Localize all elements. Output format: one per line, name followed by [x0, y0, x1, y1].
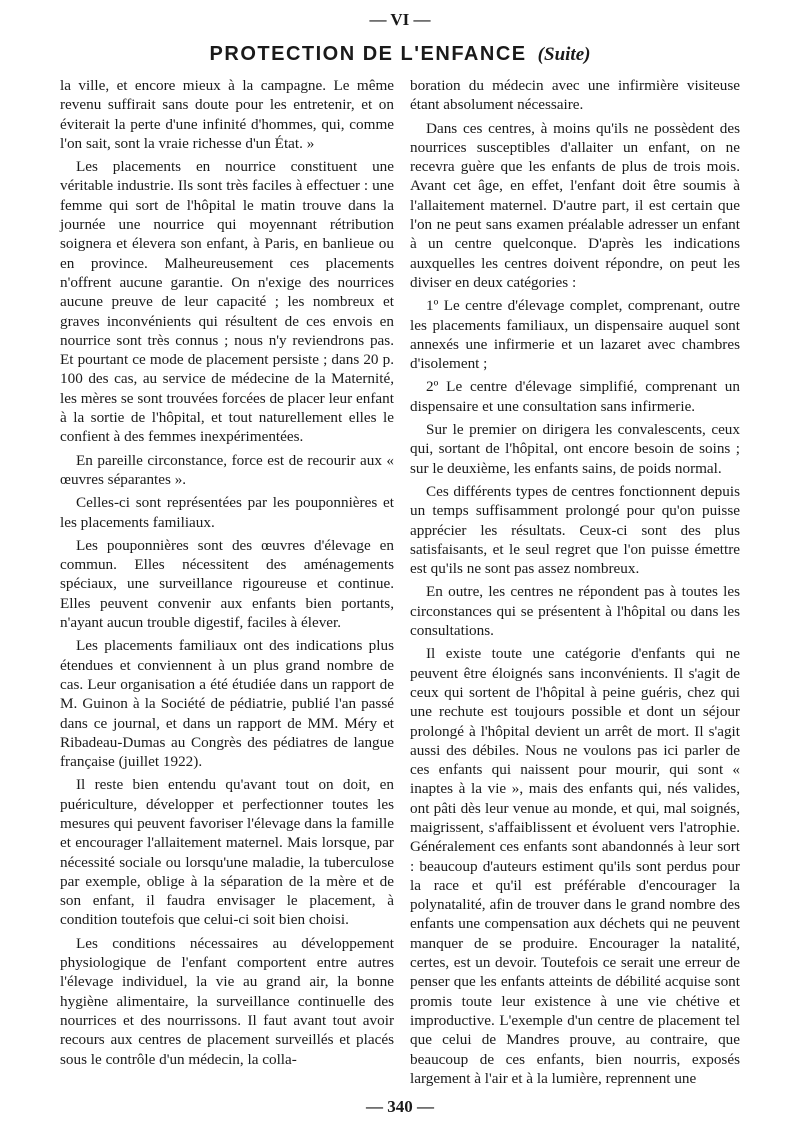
left-column: [60, 76, 394, 1073]
title-suite: (Suite): [537, 44, 591, 65]
paragraph: Sur le premier on dirigera les convalescents, ceux qui, sortant de l'hôpital, ont encore besoin de soins ; sur le deuxième, les enfants sains, de poids normal.: [410, 421, 740, 477]
page-title: [0, 43, 800, 66]
paragraph: 2º Le centre d'élevage simplifié, comprenant un dispensaire et une consultation sans infirmerie.: [410, 378, 740, 415]
paragraph: Celles-ci sont représentées par les pouponnières et les placements familiaux.: [60, 494, 394, 531]
paragraph: 1º Le centre d'élevage complet, comprenant, outre les placements familiaux, un dispensaire auquel sont annexés une infirmerie et un lazaret avec chambres d'isolement ;: [410, 297, 740, 373]
paragraph: Les placements en nourrice constituent une véritable industrie. Ils sont très faciles à effectuer : une femme qui sort de l'hôpital le matin trouve dans la journée une nourrice qui moyennant rétribution soignera et élevera son enfant, à Paris, en banlieue ou en province. Malheureusement ces placements n'offrent aucune garantie. On n'exige des nourrices aucune preuve de leur capacité ; les nombreux et graves inconvénients qui résultent de ces envois en nourrice sont très connus ; nous n'y reviendrons pas. Et pourtant ce mode de placement persiste ; dans 20 p. 100 des cas, au service de médecine de la Maternité, les mères se sont trouvées forcées de placer leur enfant à la sortie de l'hôpital, et tout naturellement elles le confient à des femmes inexpérimentées.: [60, 158, 394, 446]
paragraph: En pareille circonstance, force est de recourir aux « œuvres séparantes ».: [60, 451, 394, 488]
paragraph: Il existe toute une catégorie d'enfants qui ne peuvent être éloignés sans inconvénients. Il s'agit de ceux qui sortent de l'hôpital à peine guéris, chez qui une rechute est toujours possible et dont un séjour prolongé à l'hôpital devient un arrêt de mort. Il s'agit aussi des débiles. Nous ne voulons pas ici parler de ces enfants qui naissent pour mourir, qui sont « inaptes à la vie », mais des enfants qui, nés valides, ont pâti dès leur venue au monde, et qui, mal soignés, maigrissent, s'affaiblissent et évoluent vers l'atrophie. Généralement ces enfants sont abandonnés à leur sort : beaucoup d'auteurs estiment qu'ils sont perdus pour la race et qu'il est préférable d'encourager la polynatalité, afin de trouver dans le grand nombre des enfants une compensation aux déchets qui ne peuvent manquer de se produire. Encourager la natalité, certes, est un devoir. Toutefois ce serait une erreur de penser que les enfants atteints de débilité acquise sont promis toute leur existence à une vie chétive et improductive. L'exemple d'un centre de placement tel que celui de Mandres prouve, au contraire, que beaucoup de ces enfants, bien nourris, exposés largement à l'air et à la lumière, reprennent une: [410, 645, 740, 1087]
paragraph: Il reste bien entendu qu'avant tout on doit, en puériculture, développer et perfectionner toutes les mesures qui peuvent favoriser l'élevage dans la famille et encourager l'allaitement maternel. Mais lorsque, par nécessité sociale ou lorsqu'une maladie, la tuberculose par exemple, oblige à la séparation de la mère et de son enfant, il faudra envisager le placement, à condition toutefois que celui-ci soit bien choisi.: [60, 776, 394, 929]
paragraph: En outre, les centres ne répondent pas à toutes les circonstances qui se présentent à l'hôpital ou dans les consultations.: [410, 583, 740, 640]
paragraph: la ville, et encore mieux à la campagne. Le même revenu suffirait sans doute pour les entretenir, et on éviterait la perte d'une infinité d'hommes, qui, comme l'on sait, sont la vraie richesse d'un État. »: [60, 77, 394, 152]
paragraph: Les conditions nécessaires au développement physiologique de l'enfant comportent entre autres l'élevage individuel, la vie au grand air, la bonne hygiène alimentaire, la surveillance continuelle des nourrices et des nourrissons. Il faut avant tout avoir recours aux centres de placement surveillés et placés sous le contrôle d'un médecin, la colla-: [60, 934, 394, 1068]
paragraph: boration du médecin avec une infirmière visiteuse étant absolument nécessaire.: [410, 77, 740, 114]
roman-folio: — VI —: [369, 10, 431, 29]
right-column: [410, 76, 740, 1092]
paragraph: Ces différents types de centres fonctionnent depuis un temps suffisamment prolongé pour qu'on puisse apprécier les résultats. Ceux-ci sont des plus satisfaisants, et le seul regret que l'on puisse émettre est qu'ils ne sont pas assez nombreux.: [410, 482, 740, 578]
page-number: — 340 —: [366, 1097, 434, 1116]
paragraph: Dans ces centres, à moins qu'ils ne possèdent des nourrices susceptibles d'allaiter un enfant, on ne recevra guère que les enfants de plus de trois mois. Avant cet âge, en effet, l'enfant doit être soumis à l'allaitement maternel. D'autre part, il est certain que l'on ne peut sans examen préalable adresser un enfant à un centre quelconque. D'après les indications auxquelles les centres doivent répondre, on peut les diviser en deux catégories :: [410, 119, 740, 291]
paragraph: Les placements familiaux ont des indications plus étendues et conviennent à un plus grand nombre de cas. Leur organisation a été étudiée dans un rapport de M. Guinon à la Société de pédiatrie, publié l'an passé dans ce journal, et dans un rapport de MM. Méry et Ribadeau-Dumas au Congrès des pédiatres de langue française (juillet 1922).: [60, 637, 394, 771]
title-text: PROTECTION DE L'ENFANCE: [209, 43, 527, 65]
paragraph: Les pouponnières sont des œuvres d'élevage en commun. Elles nécessitent des aménagements spéciaux, une surveillance rigoureuse et continue. Elles peuvent convenir aux enfants bien portants, n'ayant aucun trouble digestif, faciles à élever.: [60, 536, 394, 632]
